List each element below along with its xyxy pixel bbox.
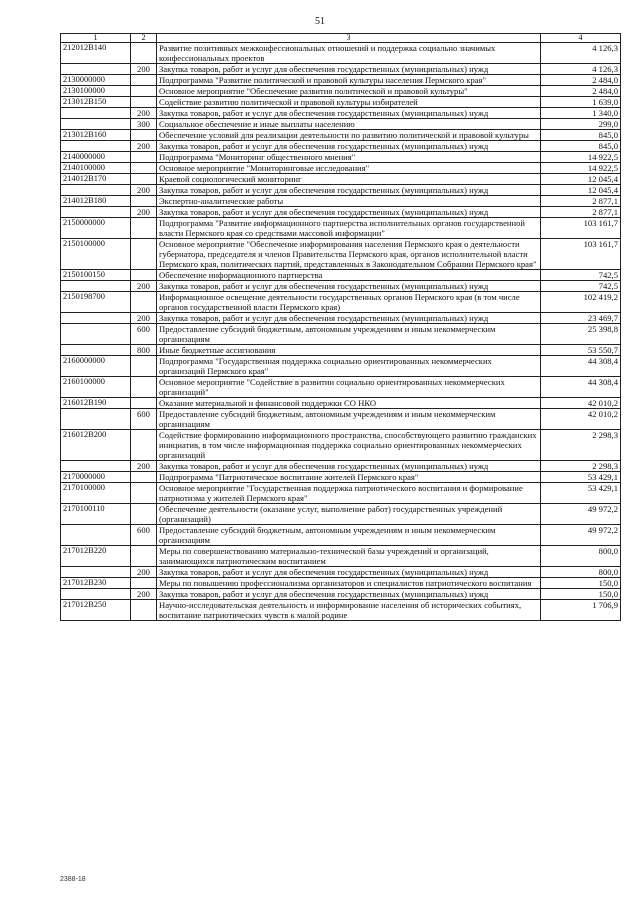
budget-table [60, 33, 621, 621]
amount-cell: 12 045,4 [541, 185, 621, 196]
expense-type-cell: 600 [131, 324, 157, 345]
item-name-cell: Основное мероприятие "Мониторинговые исследования" [157, 163, 541, 174]
table-row [61, 356, 621, 377]
expense-type-cell [131, 163, 157, 174]
item-name-cell: Научно-исследовательская деятельность и информирование населения об исторических событиях, воспитание патриотических чувств к малой родине [157, 600, 541, 621]
table-row [61, 292, 621, 313]
item-name-cell: Основное мероприятие "Государственная поддержка патриотического воспитания и формирование патриотизма у жителей Пермского края" [157, 483, 541, 504]
item-name-cell: Развитие позитивных межконфессиональных отношений и поддержка социально значимых конфессиональных проектов [157, 43, 541, 64]
item-name-cell: Закупка товаров, работ и услуг для обеспечения государственных (муниципальных) нужд [157, 185, 541, 196]
table-row [61, 409, 621, 430]
amount-cell: 44 308,4 [541, 356, 621, 377]
table-row [61, 141, 621, 152]
expense-type-cell [131, 239, 157, 270]
amount-cell: 14 922,5 [541, 152, 621, 163]
target-item-code-cell: 2170000000 [61, 472, 131, 483]
target-item-code-cell: 2150198700 [61, 292, 131, 313]
target-item-code-cell [61, 567, 131, 578]
amount-cell: 1 639,0 [541, 97, 621, 108]
item-name-cell: Содействие формированию информационного пространства, способствующего развитию гражданских инициатив, в том числе информационная поддержка социально ориентированных некоммерческих организаций [157, 430, 541, 461]
target-item-code-cell: 213012В150 [61, 97, 131, 108]
item-name-cell: Подпрограмма "Патриотическое воспитание жителей Пермского края" [157, 472, 541, 483]
amount-cell: 742,5 [541, 281, 621, 292]
table-row [61, 174, 621, 185]
table-row [61, 430, 621, 461]
expense-type-cell: 200 [131, 141, 157, 152]
amount-cell: 103 161,7 [541, 218, 621, 239]
item-name-cell: Основное мероприятие "Обеспечение развития политической и правовой культуры" [157, 86, 541, 97]
expense-type-cell [131, 430, 157, 461]
target-item-code-cell [61, 589, 131, 600]
table-row [61, 546, 621, 567]
target-item-code-cell [61, 119, 131, 130]
table-header-row [61, 34, 621, 43]
expense-type-cell [131, 97, 157, 108]
amount-cell: 742,5 [541, 270, 621, 281]
expense-type-cell [131, 75, 157, 86]
item-name-cell: Основное мероприятие "Обеспечение информирования населения Пермского края о деятельности губернатора, председателя и членов Правительства Пермского края, органов исполнительной власти Пермского края, политических партий, представленных в Законодательном Собрании Пермского края" [157, 239, 541, 270]
target-item-code-cell: 2150100150 [61, 270, 131, 281]
amount-cell: 102 419,2 [541, 292, 621, 313]
expense-type-cell [131, 578, 157, 589]
expense-type-cell [131, 398, 157, 409]
amount-cell: 53 429,1 [541, 472, 621, 483]
item-name-cell: Подпрограмма "Развитие информационного партнерства исполнительных органов государственной власти Пермского края со средствами массовой информации" [157, 218, 541, 239]
amount-cell: 2 298,3 [541, 430, 621, 461]
table-row [61, 207, 621, 218]
amount-cell: 2 484,0 [541, 75, 621, 86]
item-name-cell: Закупка товаров, работ и услуг для обеспечения государственных (муниципальных) нужд [157, 64, 541, 75]
table-row [61, 75, 621, 86]
amount-cell: 4 126,3 [541, 64, 621, 75]
target-item-code-cell: 212012В140 [61, 43, 131, 64]
table-row [61, 461, 621, 472]
item-name-cell: Предоставление субсидий бюджетным, автономным учреждениям и иным некоммерческим организациям [157, 324, 541, 345]
item-name-cell: Краевой социологический мониторинг [157, 174, 541, 185]
amount-cell: 845,0 [541, 130, 621, 141]
amount-cell: 2 484,0 [541, 86, 621, 97]
target-item-code-cell: 214012В170 [61, 174, 131, 185]
expense-type-cell [131, 196, 157, 207]
target-item-code-cell: 216012В190 [61, 398, 131, 409]
target-item-code-cell: 217012В220 [61, 546, 131, 567]
amount-cell: 23 469,7 [541, 313, 621, 324]
expense-type-cell: 600 [131, 409, 157, 430]
table-row [61, 239, 621, 270]
item-name-cell: Обеспечение деятельности (оказание услуг, выполнение работ) государственных учреждений (организаций) [157, 504, 541, 525]
expense-type-cell [131, 270, 157, 281]
table-row [61, 578, 621, 589]
item-name-cell: Содействие развитию политической и правовой культуры избирателей [157, 97, 541, 108]
target-item-code-cell [61, 185, 131, 196]
target-item-code-cell [61, 461, 131, 472]
expense-type-cell [131, 504, 157, 525]
table-row [61, 270, 621, 281]
column-header: 1 [61, 34, 131, 43]
target-item-code-cell: 2140000000 [61, 152, 131, 163]
expense-type-cell [131, 130, 157, 141]
amount-cell: 2 877,1 [541, 196, 621, 207]
target-item-code-cell [61, 141, 131, 152]
table-row [61, 483, 621, 504]
table-row [61, 119, 621, 130]
table-row [61, 185, 621, 196]
item-name-cell: Обеспечение условий для реализации деятельности по развитию политической и правовой культуры [157, 130, 541, 141]
target-item-code-cell [61, 108, 131, 119]
amount-cell: 4 126,3 [541, 43, 621, 64]
amount-cell: 14 922,5 [541, 163, 621, 174]
table-row [61, 504, 621, 525]
target-item-code-cell: 2170100110 [61, 504, 131, 525]
target-item-code-cell [61, 324, 131, 345]
expense-type-cell [131, 377, 157, 398]
expense-type-cell [131, 43, 157, 64]
table-row [61, 472, 621, 483]
expense-type-cell: 200 [131, 281, 157, 292]
column-header: 4 [541, 34, 621, 43]
item-name-cell: Экспертно-аналитические работы [157, 196, 541, 207]
target-item-code-cell: 2150100000 [61, 239, 131, 270]
table-row [61, 281, 621, 292]
expense-type-cell: 300 [131, 119, 157, 130]
table-row [61, 377, 621, 398]
item-name-cell: Закупка товаров, работ и услуг для обеспечения государственных (муниципальных) нужд [157, 461, 541, 472]
amount-cell: 800,0 [541, 567, 621, 578]
item-name-cell: Социальное обеспечение и иные выплаты населению [157, 119, 541, 130]
item-name-cell: Меры по повышению профессионализма организаторов и специалистов патриотического воспитания [157, 578, 541, 589]
expense-type-cell: 200 [131, 207, 157, 218]
target-item-code-cell: 214012В180 [61, 196, 131, 207]
amount-cell: 1 706,9 [541, 600, 621, 621]
amount-cell: 44 308,4 [541, 377, 621, 398]
item-name-cell: Закупка товаров, работ и услуг для обеспечения государственных (муниципальных) нужд [157, 313, 541, 324]
table-row [61, 218, 621, 239]
target-item-code-cell [61, 409, 131, 430]
table-row [61, 600, 621, 621]
table-row [61, 163, 621, 174]
item-name-cell: Подпрограмма "Мониторинг общественного мнения" [157, 152, 541, 163]
expense-type-cell: 200 [131, 461, 157, 472]
item-name-cell: Закупка товаров, работ и услуг для обеспечения государственных (муниципальных) нужд [157, 141, 541, 152]
item-name-cell: Информационное освещение деятельности государственных органов Пермского края (в том числе органов государственной власти Пермского края) [157, 292, 541, 313]
item-name-cell: Предоставление субсидий бюджетным, автономным учреждениям и иным некоммерческим организациям [157, 525, 541, 546]
table-row [61, 196, 621, 207]
table-row [61, 86, 621, 97]
page-number: 51 [315, 16, 325, 27]
item-name-cell: Подпрограмма "Государственная поддержка социально ориентированных некоммерческих организаций Пермского края" [157, 356, 541, 377]
item-name-cell: Обеспечение информационного партнерства [157, 270, 541, 281]
table-row [61, 589, 621, 600]
target-item-code-cell [61, 525, 131, 546]
expense-type-cell [131, 152, 157, 163]
item-name-cell: Иные бюджетные ассигнования [157, 345, 541, 356]
table-row [61, 313, 621, 324]
table-row [61, 64, 621, 75]
target-item-code-cell: 217012В250 [61, 600, 131, 621]
expense-type-cell: 600 [131, 525, 157, 546]
expense-type-cell [131, 483, 157, 504]
target-item-code-cell [61, 64, 131, 75]
amount-cell: 53 550,7 [541, 345, 621, 356]
expense-type-cell: 200 [131, 64, 157, 75]
item-name-cell: Закупка товаров, работ и услуг для обеспечения государственных (муниципальных) нужд [157, 589, 541, 600]
amount-cell: 150,0 [541, 578, 621, 589]
table-row [61, 130, 621, 141]
table-row [61, 152, 621, 163]
item-name-cell: Оказание материальной и финансовой поддержки СО НКО [157, 398, 541, 409]
item-name-cell: Закупка товаров, работ и услуг для обеспечения государственных (муниципальных) нужд [157, 281, 541, 292]
amount-cell: 103 161,7 [541, 239, 621, 270]
item-name-cell: Закупка товаров, работ и услуг для обеспечения государственных (муниципальных) нужд [157, 108, 541, 119]
target-item-code-cell: 2170100000 [61, 483, 131, 504]
expense-type-cell [131, 546, 157, 567]
table-row [61, 567, 621, 578]
target-item-code-cell [61, 207, 131, 218]
target-item-code-cell: 217012В230 [61, 578, 131, 589]
table-row [61, 324, 621, 345]
expense-type-cell [131, 292, 157, 313]
table-row [61, 525, 621, 546]
amount-cell: 53 429,1 [541, 483, 621, 504]
table-row [61, 108, 621, 119]
target-item-code-cell: 213012В160 [61, 130, 131, 141]
item-name-cell: Подпрограмма "Развитие политической и правовой культуры населения Пермского края" [157, 75, 541, 86]
target-item-code-cell [61, 281, 131, 292]
amount-cell: 12 045,4 [541, 174, 621, 185]
target-item-code-cell [61, 345, 131, 356]
amount-cell: 800,0 [541, 546, 621, 567]
table-row [61, 345, 621, 356]
amount-cell: 49 972,2 [541, 504, 621, 525]
amount-cell: 2 877,1 [541, 207, 621, 218]
amount-cell: 2 298,3 [541, 461, 621, 472]
amount-cell: 150,0 [541, 589, 621, 600]
target-item-code-cell: 2150000000 [61, 218, 131, 239]
expense-type-cell [131, 218, 157, 239]
target-item-code-cell: 2160000000 [61, 356, 131, 377]
expense-type-cell: 200 [131, 567, 157, 578]
expense-type-cell: 200 [131, 313, 157, 324]
amount-cell: 25 398,8 [541, 324, 621, 345]
expense-type-cell [131, 86, 157, 97]
column-header: 3 [157, 34, 541, 43]
expense-type-cell: 200 [131, 589, 157, 600]
amount-cell: 845,0 [541, 141, 621, 152]
target-item-code-cell: 216012В200 [61, 430, 131, 461]
amount-cell: 49 972,2 [541, 525, 621, 546]
item-name-cell: Меры по совершенствованию материально-технической базы учреждений и организаций, занимающихся патриотическим воспитанием [157, 546, 541, 567]
table-row [61, 398, 621, 409]
item-name-cell: Предоставление субсидий бюджетным, автономным учреждениям и иным некоммерческим организациям [157, 409, 541, 430]
table-row [61, 43, 621, 64]
item-name-cell: Закупка товаров, работ и услуг для обеспечения государственных (муниципальных) нужд [157, 207, 541, 218]
table-row [61, 97, 621, 108]
item-name-cell: Закупка товаров, работ и услуг для обеспечения государственных (муниципальных) нужд [157, 567, 541, 578]
expense-type-cell: 800 [131, 345, 157, 356]
expense-type-cell [131, 174, 157, 185]
amount-cell: 42 010,2 [541, 409, 621, 430]
expense-type-cell: 200 [131, 185, 157, 196]
target-item-code-cell: 2140100000 [61, 163, 131, 174]
item-name-cell: Основное мероприятие "Содействие в развитии социально ориентированных некоммерческих организаций" [157, 377, 541, 398]
amount-cell: 1 340,0 [541, 108, 621, 119]
target-item-code-cell [61, 313, 131, 324]
amount-cell: 42 010,2 [541, 398, 621, 409]
target-item-code-cell: 2160100000 [61, 377, 131, 398]
expense-type-cell [131, 600, 157, 621]
column-header: 2 [131, 34, 157, 43]
target-item-code-cell: 2130000000 [61, 75, 131, 86]
expense-type-cell: 200 [131, 108, 157, 119]
expense-type-cell [131, 356, 157, 377]
document-code: 2388-18 [60, 876, 86, 883]
target-item-code-cell: 2130100000 [61, 86, 131, 97]
expense-type-cell [131, 472, 157, 483]
amount-cell: 299,0 [541, 119, 621, 130]
